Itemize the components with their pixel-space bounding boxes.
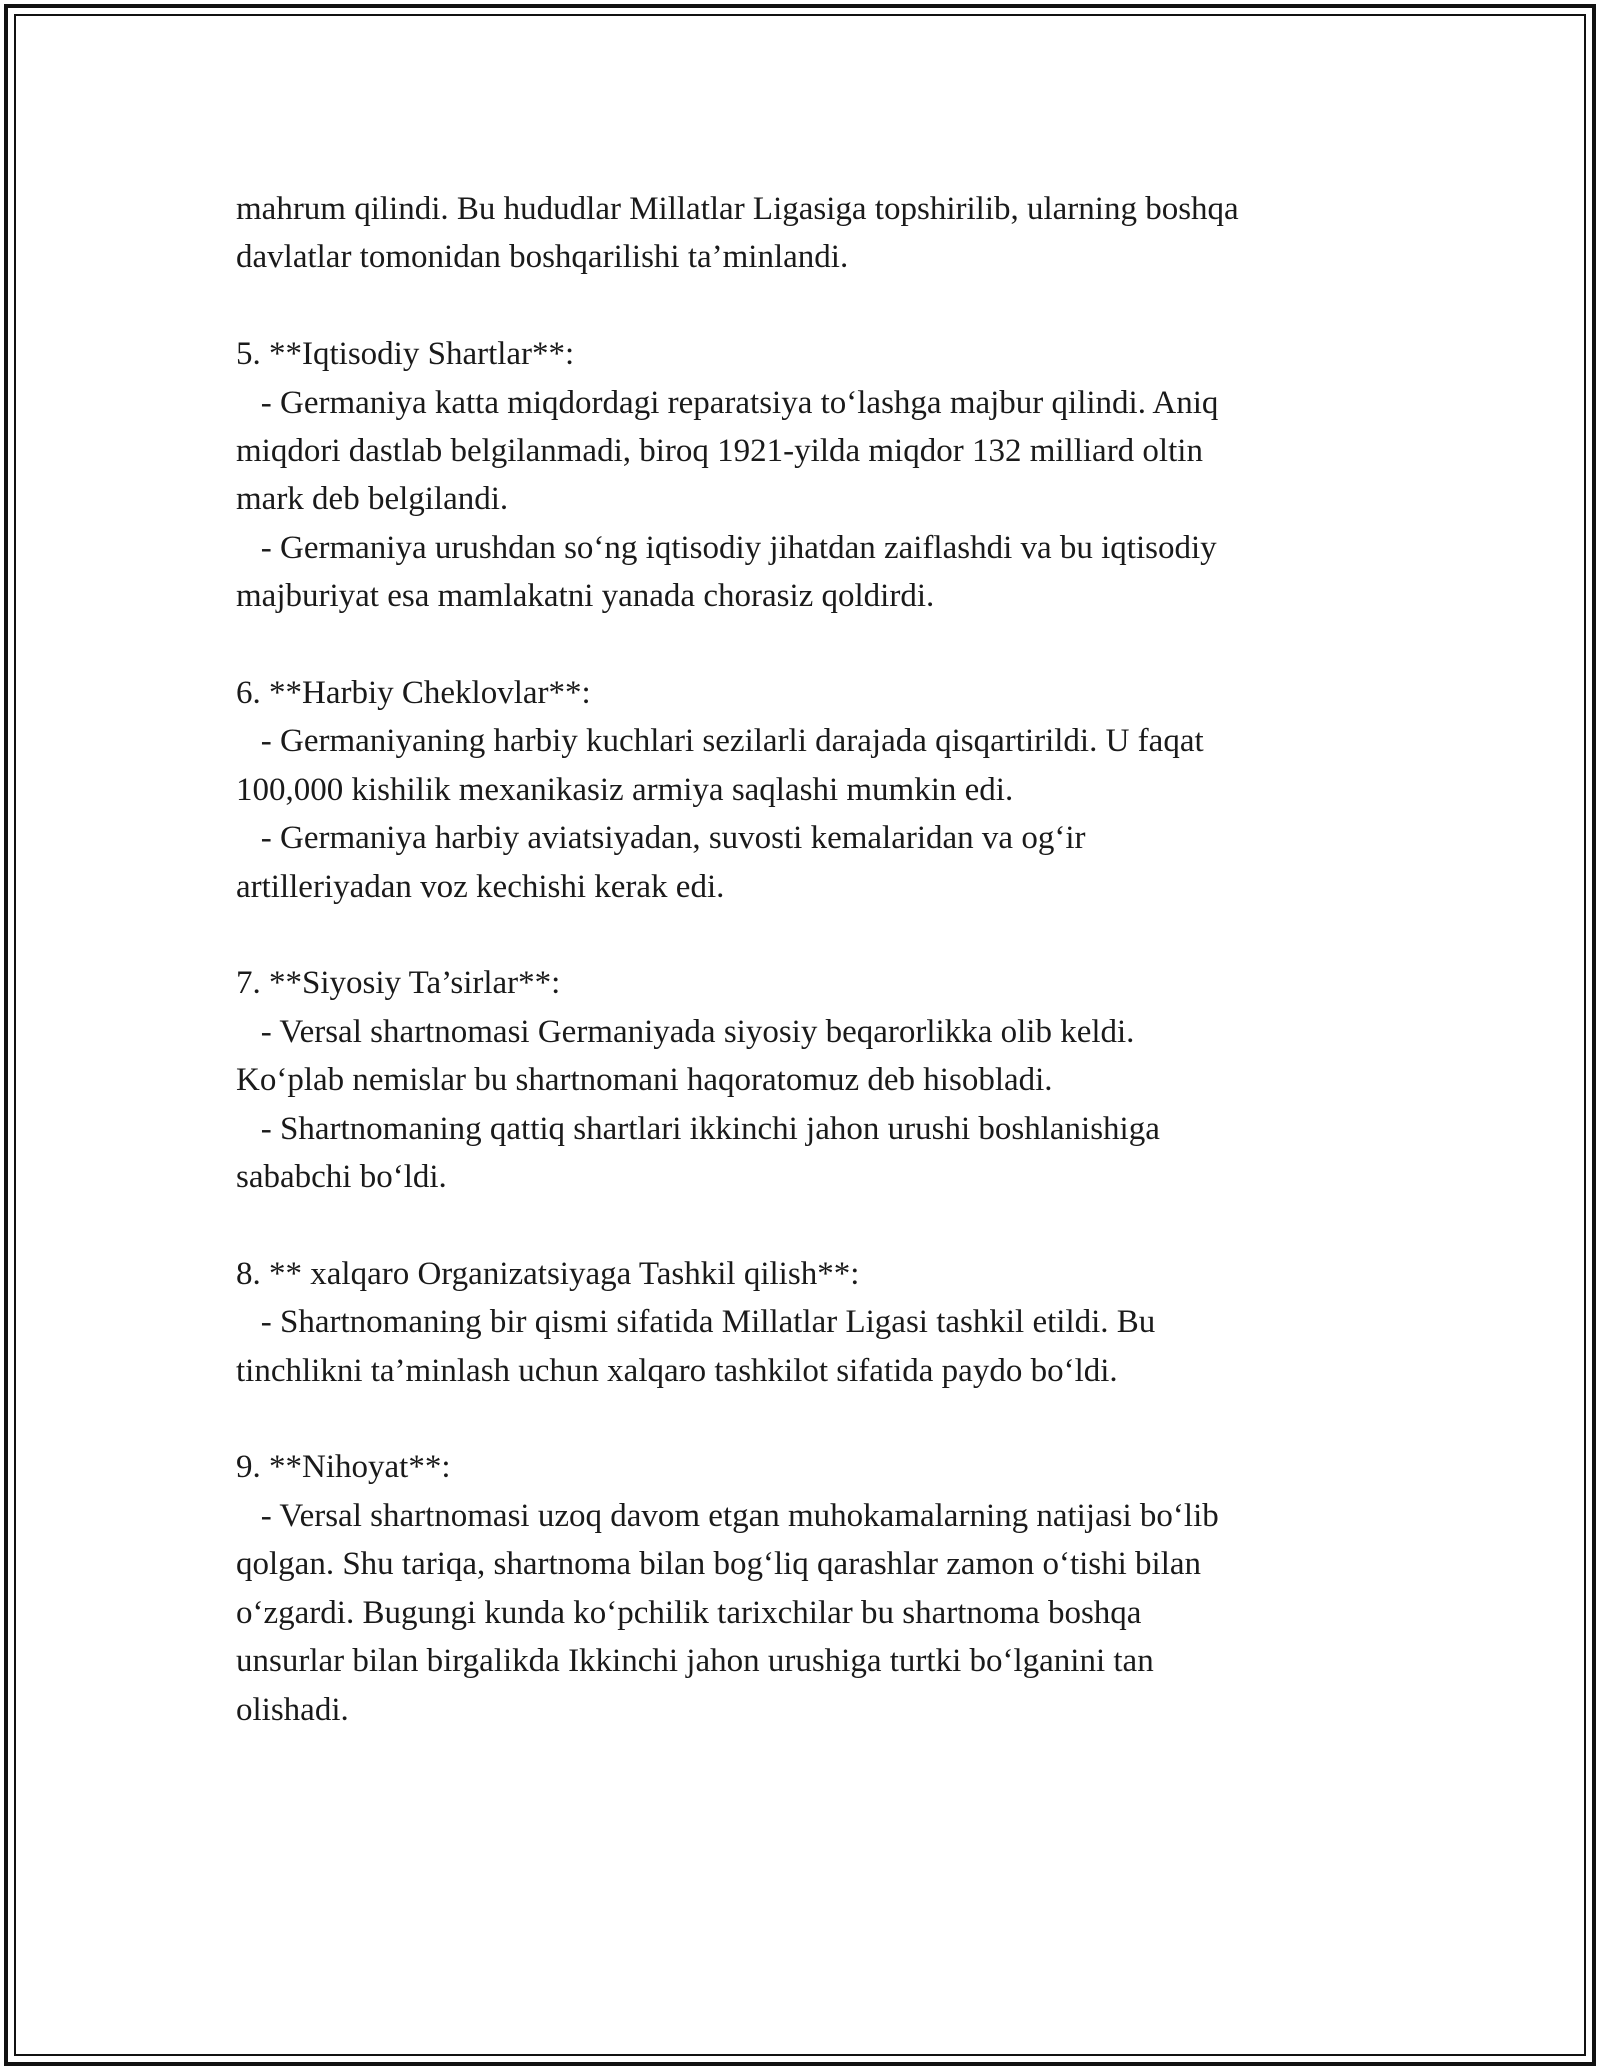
text-line: - Germaniya katta miqdordagi reparatsiya to‘lashga majbur qilindi. Aniq [236,384,1219,421]
document-body [236,185,1366,1734]
text-line: - Germaniya urushdan so‘ng iqtisodiy jihatdan zaiflashdi va bu iqtisodiy [236,529,1217,566]
text-line: qolgan. Shu tariqa, shartnoma bilan bog‘liq qarashlar zamon o‘tishi bilan [236,1546,1202,1583]
section-heading-military-restrictions: 6. **Harbiy Cheklovlar**: [236,675,591,712]
text-line: - Germaniyaning harbiy kuchlari sezilarli darajada qisqartirildi. U faqat [236,723,1204,760]
section-heading-conclusion: 9. **Nihoyat**: [236,1449,451,1486]
text-line: davlatlar tomonidan boshqarilishi ta’minlandi. [236,239,849,276]
paragraph-gap [236,282,1366,330]
text-line: mahrum qilindi. Bu hududlar Millatlar Ligasiga topshirilib, ularning boshqa [236,191,1239,227]
text-line: 100,000 kishilik mexanikasiz armiya saqlashi mumkin edi. [236,771,1014,808]
section-heading-international-organization: 8. ** xalqaro Organizatsiyaga Tashkil qilish**: [236,1255,860,1292]
text-line: olishadi. [236,1691,349,1728]
text-line: sababchi bo‘ldi. [236,1159,447,1196]
section-heading-political-effects: 7. **Siyosiy Ta’sirlar**: [236,965,561,1002]
paragraph-gap [236,911,1366,959]
text-line: artilleriyadan voz kechishi kerak edi. [236,868,725,905]
text-line: - Germaniya harbiy aviatsiyadan, suvosti kemalaridan va og‘ir [236,820,1086,857]
text-line: - Shartnomaning qattiq shartlari ikkinchi jahon urushi boshlanishiga [236,1110,1160,1147]
text-line: miqdori dastlab belgilanmadi, biroq 1921-yilda miqdor 132 milliard oltin [236,433,1203,470]
text-line: - Versal shartnomasi Germaniyada siyosiy beqarorlikka olib keldi. [236,1013,1135,1050]
text-line: Ko‘plab nemislar bu shartnomani haqoratomuz deb hisobladi. [236,1062,1053,1099]
text-line: - Versal shartnomasi uzoq davom etgan muhokamalarning natijasi bo‘lib [236,1497,1219,1534]
text-line: mark deb belgilandi. [236,481,509,518]
text-line: majburiyat esa mamlakatni yanada chorasiz qoldirdi. [236,578,935,615]
paragraph-gap [236,1201,1366,1249]
paragraph-gap [236,1395,1366,1443]
text-line: - Shartnomaning bir qismi sifatida Millatlar Ligasi tashkil etildi. Bu [236,1304,1156,1341]
text-line: tinchlikni ta’minlash uchun xalqaro tashkilot sifatida paydo bo‘ldi. [236,1352,1118,1389]
section-heading-economic-terms: 5. **Iqtisodiy Shartlar**: [236,336,575,373]
text-line: o‘zgardi. Bugungi kunda ko‘pchilik tarixchilar bu shartnoma boshqa [236,1594,1142,1631]
paragraph-gap [236,621,1366,669]
text-line: unsurlar bilan birgalikda Ikkinchi jahon urushiga turtki bo‘lganini tan [236,1643,1154,1680]
